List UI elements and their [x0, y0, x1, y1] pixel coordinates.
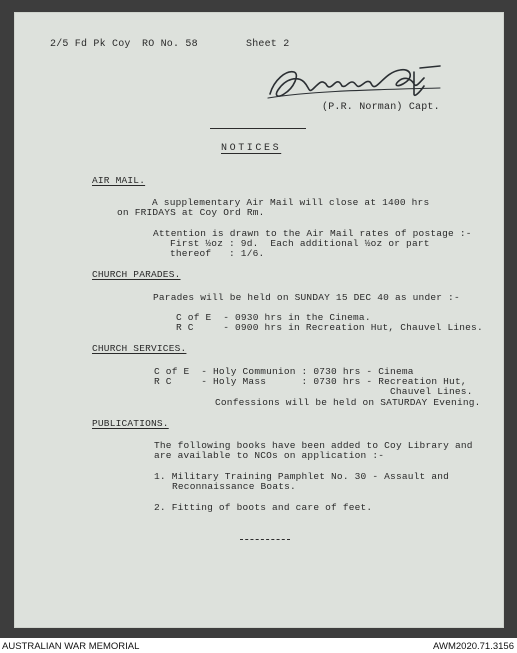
page-title: NOTICES — [221, 143, 282, 154]
church-parades-text: Parades will be held on SUNDAY 15 DEC 40 as under :- — [153, 292, 460, 303]
section-heading-publications: PUBLICATIONS. — [92, 418, 169, 429]
publication-item: 1. Military Training Pamphlet No. 30 - Assault and — [154, 471, 450, 482]
air-mail-text: First ½oz : 9d. Each additional ½oz or part — [170, 238, 430, 249]
sheet-number: Sheet 2 — [246, 39, 290, 50]
publication-item: 2. Fitting of boots and care of feet. — [154, 502, 373, 513]
handwritten-signature — [264, 58, 444, 108]
section-heading-air-mail: AIR MAIL. — [92, 175, 146, 186]
air-mail-text: Attention is drawn to the Air Mail rates of postage :- — [153, 228, 472, 239]
archive-credit: AUSTRALIAN WAR MEMORIAL — [2, 641, 140, 652]
unit-designation: 2/5 Fd Pk Coy — [50, 39, 131, 50]
divider-top — [210, 128, 306, 129]
signatory-name: (P.R. Norman) Capt. — [322, 102, 440, 113]
air-mail-text: thereof : 1/6. — [170, 248, 265, 259]
church-services-text: Confessions will be held on SATURDAY Evening. — [215, 397, 481, 408]
archive-reference: AWM2020.71.3156 — [433, 641, 514, 652]
section-heading-church-services: CHURCH SERVICES. — [92, 343, 187, 354]
church-services-text: Chauvel Lines. — [390, 386, 473, 397]
church-services-text: C of E - Holy Communion : 0730 hrs - Cinema — [154, 366, 414, 377]
air-mail-text: on FRIDAYS at Coy Ord Rm. — [117, 207, 265, 218]
church-services-text: R C - Holy Mass : 0730 hrs - Recreation Hut, — [154, 376, 467, 387]
church-parades-text: C of E - 0930 hrs in the Cinema. — [176, 312, 371, 323]
routine-order-number: RO No. 58 — [142, 39, 198, 50]
publication-item: Reconnaissance Boats. — [172, 481, 296, 492]
divider-bottom — [240, 539, 290, 540]
publications-text: The following books have been added to Coy Library and — [154, 440, 473, 451]
publications-text: are available to NCOs on application :- — [154, 450, 385, 461]
air-mail-text: A supplementary Air Mail will close at 1400 hrs — [152, 197, 430, 208]
church-parades-text: R C - 0900 hrs in Recreation Hut, Chauvel Lines. — [176, 322, 483, 333]
section-heading-church-parades: CHURCH PARADES. — [92, 269, 181, 280]
